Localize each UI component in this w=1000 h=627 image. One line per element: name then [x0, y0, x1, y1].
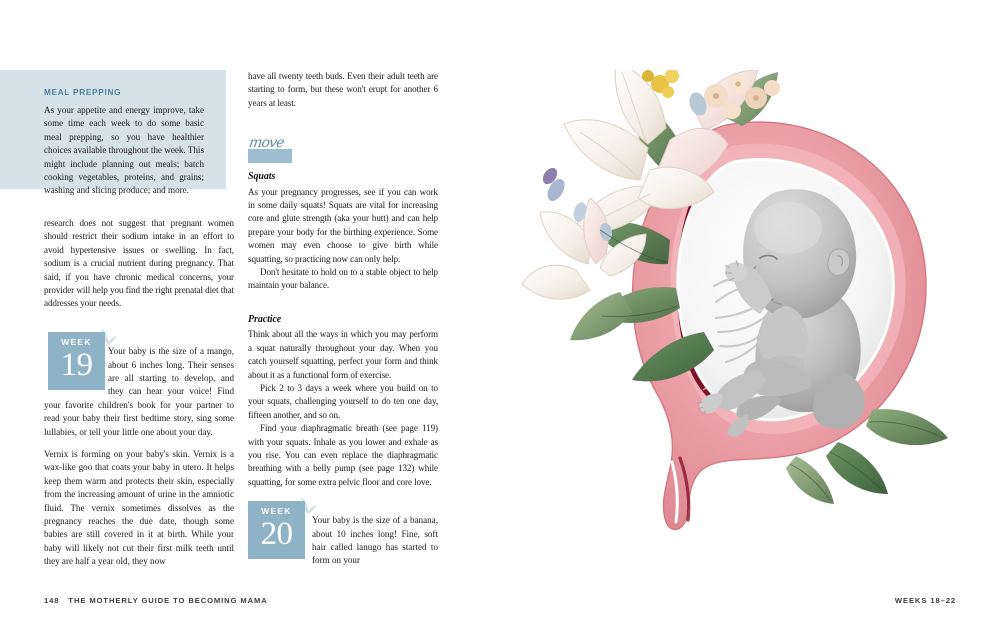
practice-paragraph-1: Think about all the ways in which you may perform a squat naturally throughout your day. When you catch yourself squatting, perfect your form and think about it as a functional form of exercise. — [248, 329, 438, 380]
middle-column-top — [248, 70, 438, 489]
teeth-continuation-paragraph: have all twenty teeth buds. Even their adult teeth are starting to form, but these won't erupt for another 6 years at least. — [248, 71, 438, 108]
practice-heading: Practice — [248, 313, 282, 325]
page-number: 148 — [44, 596, 60, 605]
week-20-badge — [248, 501, 305, 559]
squats-paragraph-1: As your pregnancy progresses, see if you can work in some daily squats! Squats are vital for increasing core and glute strength (aka your butt) and can help prepare your body for the birthing experience. Some women may even choose to give birth while squatting, so practicing now can only help. — [248, 186, 438, 264]
move-swatch — [248, 149, 292, 163]
move-ornament — [247, 135, 296, 164]
squats-paragraph-2: Don't hesitate to hold on to a stable object to help maintain your balance. — [248, 267, 438, 291]
spacer — [248, 293, 438, 313]
footer-right — [895, 596, 956, 605]
footer-left — [44, 596, 268, 605]
move-script-word: move — [247, 135, 285, 152]
callout-body: As your appetite and energy improve, take some time each week to do some basic meal prepping, so you have healthier choices available throughout the week. This might include planning out meals; batch cooking vegetables, proteins, and grains; washing and slicing produce; and more. — [44, 105, 204, 196]
practice-paragraph-2: Pick 2 to 3 days a week where you build on to your squats, challenging yourself to do ten one day, fifteen another, and so on. — [248, 382, 438, 420]
week-20-intro: Your baby is the size of a banana, about 10 inches long! Fine, soft hair called lanugo has started to form on your — [312, 515, 438, 566]
book-title: THE MOTHERLY GUIDE TO BECOMING MAMA — [68, 596, 268, 605]
week-19-number: 19 — [60, 347, 93, 383]
week-20-number: 20 — [260, 516, 293, 552]
week-20-label: WEEK — [261, 506, 292, 516]
week-19-vernix: Vernix is forming on your baby's skin. Vernix is a wax-like goo that coats your baby in utero. It helps keep them warm and protects their skin, especially from the increasing amount of urine in the amniotic fluid. The vernix sometimes dissolves as the pregnancy reaches the due date, though some babies are still covered in it at birth. While your baby will likely not cut their first milk teeth until they are half a year old, they now — [44, 449, 234, 567]
week-19-badge — [48, 332, 105, 390]
week-19-label: WEEK — [61, 337, 92, 347]
sodium-paragraph: research does not suggest that pregnant women should restrict their sodium intake in an effort to avoid hypertensive issues or swelling. In fact, sodium is a crucial nutrient during pregnancy. That said, if you have chronic medical concerns, your provider will help you find the right prenatal diet that addresses your needs. — [44, 218, 234, 309]
uterus-fetus-floral-illustration — [520, 70, 990, 540]
section-label: WEEKS 18–22 — [894, 596, 956, 605]
left-column-sodium-block — [44, 217, 234, 311]
squats-heading: Squats — [248, 171, 276, 183]
meal-prepping-callout — [0, 70, 226, 196]
practice-paragraph-3: Find your diaphragmatic breath (see page 119) with your squats. Inhale as you lower and exhale as you rise. You can even replace the diaphragmatic breathing with a belly pump (see page 132) while squatting, for some extra pelvic floor and core love. — [248, 423, 438, 487]
callout-title: MEAL PREPPING — [44, 88, 122, 97]
week-19-intro: Your baby is the size of a mango, about 6 inches long. Their senses are all starting to develop, and they can hear your voice! Find your favorite children's book for your partner to read your baby their first bedtime story, sing some lullabies, or tell your little one about your day. — [44, 346, 234, 437]
